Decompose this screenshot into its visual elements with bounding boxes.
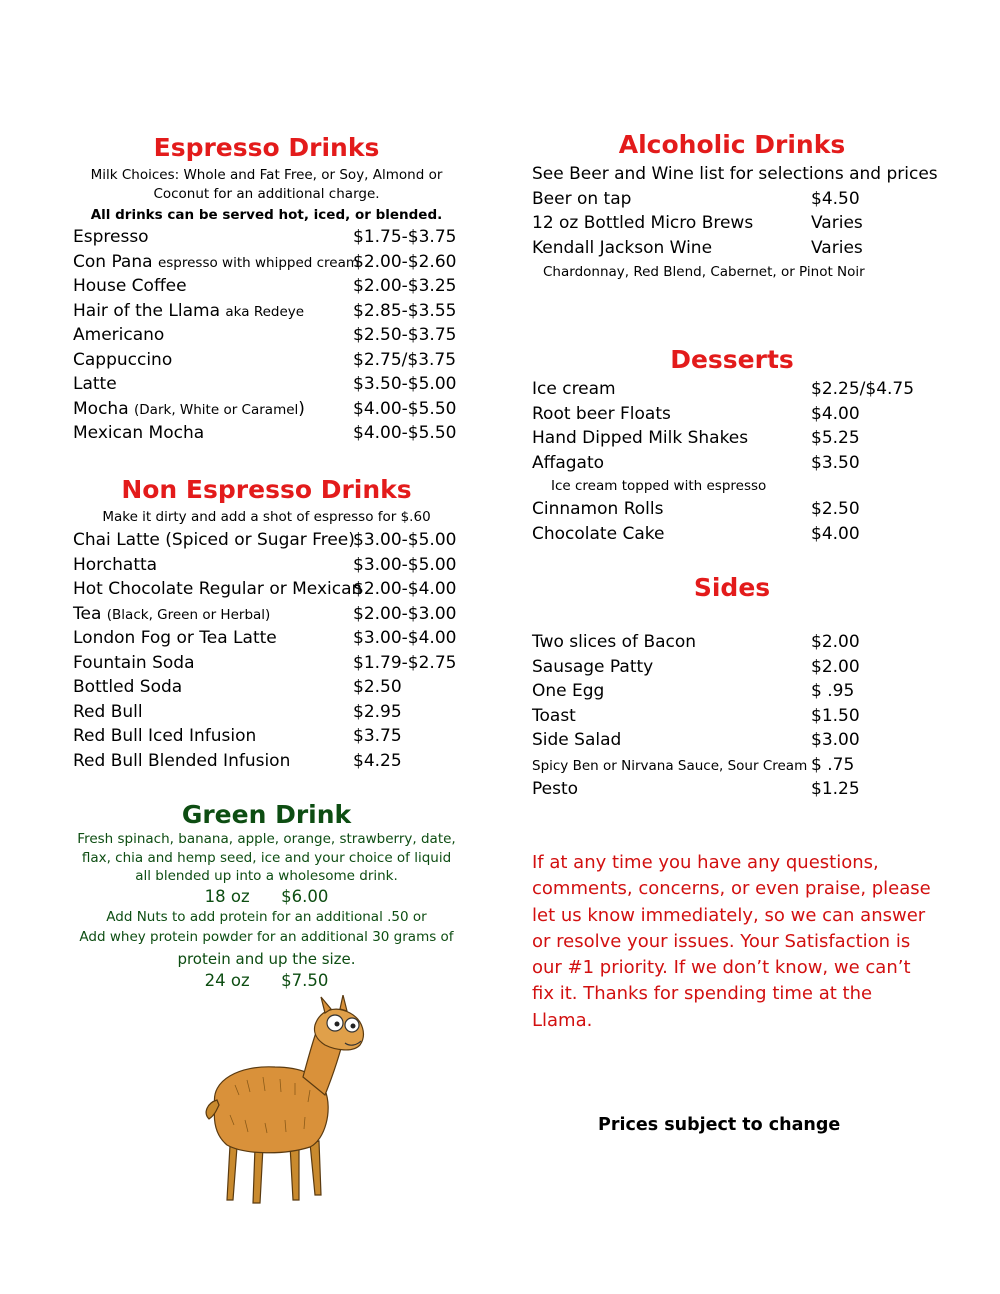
menu-item-price: $3.75 [353,726,402,746]
menu-item [73,225,460,250]
menu-item-name: Hand Dipped Milk Shakes [532,428,749,448]
menu-item-price: $5.25 [811,428,860,448]
wine-note: Chardonnay, Red Blend, Cabernet, or Pinot Noir [543,264,865,280]
menu-item-name: One Egg [532,681,605,701]
menu-item [73,299,460,324]
non-espresso-list [73,528,460,773]
menu-item-name: Fountain Soda [73,652,195,673]
menu-item-price: $3.50-$5.00 [353,374,457,394]
nuts-note: Add Nuts to add protein for an additional .50 or [106,908,427,925]
menu-item [532,679,932,704]
menu-item [532,522,932,547]
menu-item-name: Sausage Patty [532,656,654,677]
menu-item-price: $1.75-$3.75 [353,227,457,247]
menu-item-name: Pesto [532,779,579,799]
green-drink-section [73,800,460,991]
menu-item-price: $ .75 [811,754,855,775]
espresso-title: Espresso Drinks [153,133,380,162]
menu-item [73,528,460,553]
menu-item [73,421,460,446]
menu-item-price: $2.95 [353,701,402,722]
menu-item [73,626,460,651]
sides-section [532,573,932,802]
desserts-title: Desserts [670,345,794,374]
menu-item-price: $1.79-$2.75 [353,652,457,673]
green-drink-title: Green Drink [181,800,352,829]
menu-item-name: Two slices of Bacon [532,632,697,652]
menu-item-name: Espresso [73,227,149,247]
green-drink-description: Fresh spinach, banana, apple, orange, strawberry, date, flax, chia and hemp seed, ice and your choice of liquid all blended up into a wholesome drink. [77,831,456,884]
menu-item [532,187,932,212]
menu-item [73,372,460,397]
menu-item-price: $ .95 [811,681,855,701]
menu-item [532,777,932,802]
menu-item-name: Tea (Black, Green or Herbal) [73,603,271,624]
whey-note: Add whey protein powder for an additional 30 grams of [79,928,454,945]
menu-item [73,724,460,749]
menu-item [73,274,460,299]
dirty-note: Make it dirty and add a shot of espresso for $.60 [102,509,431,525]
affagato-note: Ice cream topped with espresso [551,478,767,494]
customer-message: If at any time you have any questions, comments, concerns, or even praise, please let us know immediately, so we can answer or resolve your issues. Your Satisfaction is our #1 priority. If we don’t know, we can’t fix it. Thanks for spending time at the Llama. [532,852,931,1031]
menu-item-price: $2.25/$4.75 [811,379,915,399]
menu-item-name: Root beer Floats [532,403,671,424]
menu-item-price: $2.00 [811,656,860,677]
menu-item [532,728,932,753]
llama-illustration [185,995,385,1215]
menu-item [73,250,460,275]
menu-item-name: Mocha (Dark, White or Caramel) [73,398,305,419]
menu-item-name: Ice cream [532,379,616,399]
menu-item [73,323,460,348]
menu-item-price: $4.00-$5.50 [353,398,457,419]
menu-item [532,236,932,261]
menu-item-name: Latte [73,374,117,394]
menu-item [532,377,932,402]
sides-list [532,630,932,802]
menu-item-price: $3.00 [811,730,860,750]
menu-item-price: $2.00-$3.00 [353,603,457,624]
espresso-list [73,225,460,446]
menu-item-price: $2.00-$3.25 [353,276,457,296]
milk-note: Milk Choices: Whole and Fat Free, or Soy, Almond or Coconut for an additional charge. [90,167,443,202]
served-note: All drinks can be served hot, iced, or blended. [90,207,443,223]
menu-item [532,655,932,680]
menu-item-name: Chocolate Cake [532,523,665,544]
menu-item-name: Cappuccino [73,349,173,370]
sides-title: Sides [693,573,771,602]
menu-item [73,348,460,373]
menu-item-price: $2.00 [811,632,860,652]
menu-item [73,577,460,602]
menu-item-price: $4.50 [811,188,860,209]
menu-item-price: $1.50 [811,705,860,726]
menu-item-price: $4.00 [811,403,860,424]
menu-item [73,651,460,676]
non-espresso-section [73,475,460,773]
menu-item-name: Side Salad [532,730,622,750]
menu-item-name: Red Bull Iced Infusion [73,726,257,746]
menu-item-name: Hair of the Llama aka Redeye [73,300,305,321]
menu-item-price: $4.25 [353,750,402,771]
menu-item-name: Hot Chocolate Regular or Mexican [73,579,363,599]
menu-item [532,211,932,236]
menu-item-price: $2.50-$3.75 [353,325,457,345]
menu-item-name: Con Pana espresso with whipped cream [73,251,360,272]
menu-item-name: London Fog or Tea Latte [73,628,277,648]
menu-item-name: Horchatta [73,554,158,575]
menu-item [73,675,460,700]
espresso-section [73,133,460,446]
menu-item-name: Mexican Mocha [73,423,205,443]
menu-item-price: $1.25 [811,779,860,799]
menu-item-price: $2.50 [353,677,402,697]
menu-item-name: 12 oz Bottled Micro Brews [532,213,754,233]
menu-item-name: Affagato [532,452,605,473]
menu-item-price: $2.75/$3.75 [353,349,457,370]
menu-item [532,704,932,729]
menu-item-price: Varies [811,237,863,258]
menu-item-price: Varies [811,213,863,233]
menu-item [73,749,460,774]
menu-item-name: Spicy Ben or Nirvana Sauce, Sour Cream [532,757,808,774]
menu-item-name: Bottled Soda [73,677,183,697]
menu-item-price: $2.00-$4.00 [353,579,457,599]
prices-footer: Prices subject to change [598,1115,841,1135]
menu-item-name: Americano [73,325,165,345]
menu-item [532,402,932,427]
green-drink-size-18: 18 oz $6.00 [204,886,329,906]
menu-item-price: $3.00-$5.00 [353,554,457,575]
desserts-list-2 [532,497,932,546]
menu-item-price: $3.50 [811,452,860,473]
menu-item-price: $2.85-$3.55 [353,300,457,321]
menu-item-price: $3.00-$5.00 [353,530,457,550]
menu-item-name: Kendall Jackson Wine [532,237,713,258]
menu-item-name: Cinnamon Rolls [532,499,664,519]
non-espresso-title: Non Espresso Drinks [121,475,412,504]
menu-item [73,397,460,422]
menu-item [532,630,932,655]
menu-item-price: $4.00 [811,523,860,544]
green-drink-size-24: 24 oz $7.50 [204,970,329,990]
menu-item [73,602,460,627]
size-note: protein and up the size. [177,949,356,968]
menu-item-price: $4.00-$5.50 [353,423,457,443]
desserts-section [532,345,932,546]
menu-item-price: $2.00-$2.60 [353,251,457,272]
menu-item [73,553,460,578]
menu-item-name: House Coffee [73,276,187,296]
menu-item [532,753,932,778]
alcoholic-intro: See Beer and Wine list for selections and prices [532,164,938,184]
desserts-list [532,377,932,475]
menu-item-price: $3.00-$4.00 [353,628,457,648]
menu-item-name: Chai Latte (Spiced or Sugar Free) [73,530,355,550]
alcoholic-list [532,187,932,261]
menu-item-name: Beer on tap [532,188,632,209]
menu-item-name: Toast [532,705,576,726]
menu-item [532,426,932,451]
menu-item-name: Red Bull [73,701,143,722]
menu-item [532,451,932,476]
alcoholic-title: Alcoholic Drinks [618,130,846,159]
menu-item-price: $2.50 [811,499,860,519]
alcoholic-section [532,130,938,282]
menu-item [73,700,460,725]
menu-item-name: Red Bull Blended Infusion [73,750,291,771]
menu-item [532,497,932,522]
